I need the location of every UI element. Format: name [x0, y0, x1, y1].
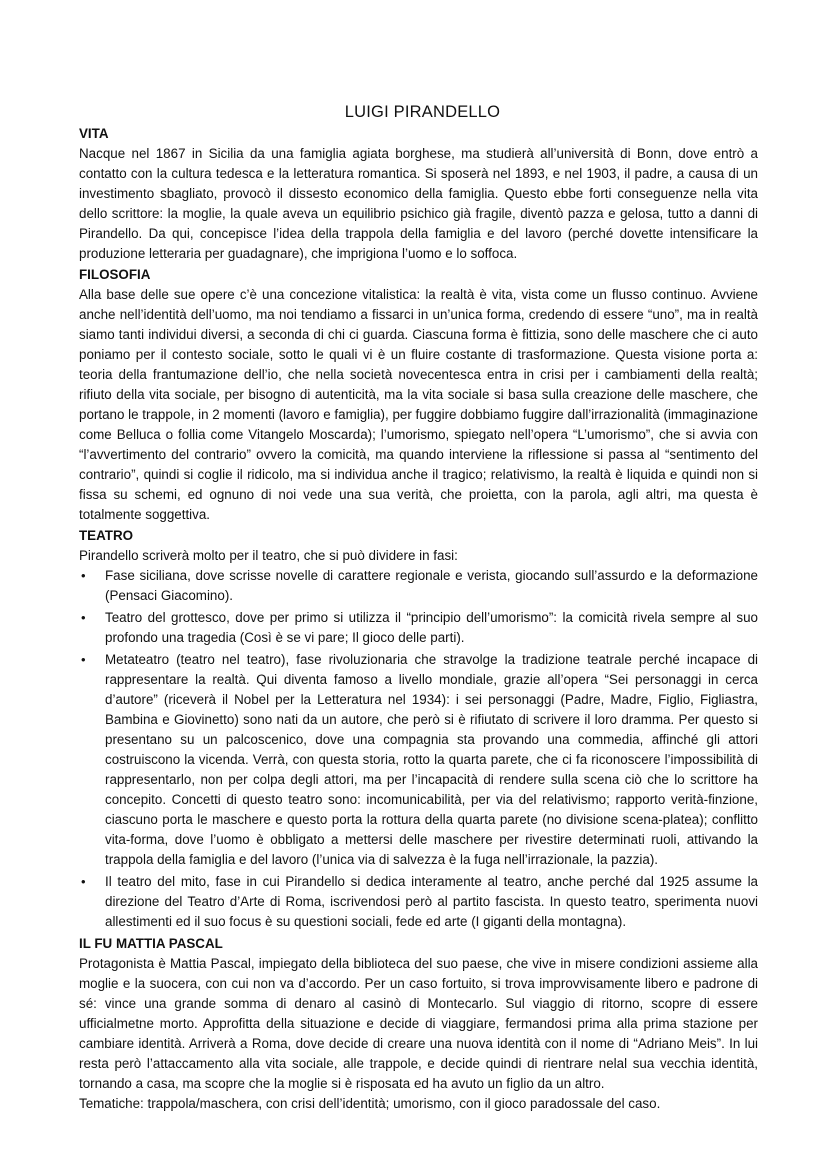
page-title: LUIGI PIRANDELLO — [344, 103, 501, 121]
bullet-icon: • — [81, 874, 86, 889]
section-text-vita: Nacque nel 1867 in Sicilia da una famiglia agiata borghese, ma studierà all’università di Bonn, dove entrò a contatto con la cultura tedesca e la letteratura romantica. Si sposerà nel 1893, e nel 1903, il padre, a causa di un investimento sbagliato, provocò il dissesto economico della famiglia. Questo ebbe forti conseguenze nella vita dello scrittore: la moglie, la quale aveva un equilibrio psichico già fragile, diventò pazza e gelosa, tutto a danni di Pirandello. Da qui, concepisce l’idea della trappola della famiglia e del lavoro (perché dovette intensificare la produzione letteraria per guadagnare), che imprigiona l’uomo e lo soffoca. — [79, 146, 758, 261]
section-heading-teatro: TEATRO — [79, 528, 134, 543]
bullet-icon: • — [81, 610, 86, 625]
section-text-filosofia: Alla base delle sue opere c’è una concezione vitalistica: la realtà è vita, vista come un flusso continuo. Avviene anche nell’identità dell’uomo, ma noi tendiamo a fissarci in un’unica forma, credendo di essere “uno”, ma in realtà siamo tanti individui diversi, a seconda di chi ci guarda. Ciascuna forma è fittizia, sono delle maschere che ci auto poniamo per il contesto sociale, sotto le quali vi è un fluire costante di trasformazione. Questa visione porta a: teoria della frantumazione dell’io, che nella società novecentesca entra in crisi per i cambiamenti della realtà; rifiuto della vita sociale, per bisogno di autenticità, ma la vita sociale si basa sulla creazione delle maschere, che portano le trappole, in 2 momenti (lavoro e famiglia), per fuggire dobbiamo fuggire dall’irrazionalità (immaginazione come Belluca o follia come Vitangelo Moscarda); l’umorismo, spiegato nell’opera “L’umorismo”, che si avvia con “l’avvertimento del contrario” ovvero la comicità, ma quando interviene la riflessione si passa al “sentimento del contrario”, quindi si coglie il ridicolo, ma si individua anche il tragico; relativismo, la realtà è liquida e quindi non si fissa su schemi, ed ognuno di noi vede una sua verità, che proietta, con la parola, agli altri, ma questa è totalmente soggettiva. — [79, 287, 758, 522]
teatro-phases-list — [79, 566, 758, 932]
list-item — [79, 650, 758, 870]
list-item-text: Il teatro del mito, fase in cui Pirandello si dedica interamente al teatro, anche perché dal 1925 assume la direzione del Teatro d’Arte di Roma, iscrivendosi però al partito fascista. In questo teatro, sperimenta nuovi allestimenti ed il suo focus è su questioni sociali, fede ed arte (I giganti della montagna). — [105, 874, 758, 929]
list-item — [79, 566, 758, 606]
bullet-icon: • — [81, 568, 86, 583]
list-item-text: Metateatro (teatro nel teatro), fase rivoluzionaria che stravolge la tradizione teatrale perché incapace di rappresentare la realtà. Qui diventa famoso a livello mondiale, grazie all’opera “Sei personaggi in cerca d’autore” (riceverà il Nobel per la Letteratura nel 1934): i sei personaggi (Padre, Madre, Figlio, Figliastra, Bambina e Giovinetto) sono nati da un autore, che però si è rifiutato di scrivere il loro dramma. Per questo si presentano su un palcoscenico, dove una compagnia sta provando una commedia, affinché gli attori costruiscono la vicenda. Verrà, con questa storia, rotto la quarta parete, che ci fa riconoscere l’impossibilità di rappresentarlo, non per colpa degli attori, ma per l’incapacità di rendere sulla scena ciò che lo scrittore ha concepito. Concetti di questo teatro sono: incomunicabilità, per via del relativismo; rapporto verità-finzione, ciascuno porta le maschere e questo porta la rottura della quarta parete (no divisione scena-platea); conflitto vita-forma, dove l’uomo è obbligato a mettersi delle maschere per rivestire determinati ruoli, attivando la trappola della famiglia e del lavoro (l’unica via di salvezza è la fuga nell’irrazionale, la pazzia). — [105, 652, 758, 867]
list-item — [79, 872, 758, 932]
section-text-mattia-pascal: Protagonista è Mattia Pascal, impiegato della biblioteca del suo paese, che vive in misere condizioni assieme alla moglie e la suocera, con cui non va d’accordo. Per un caso fortuito, si trova improvvisamente libero e padrone di sé: vince una grande somma di denaro al casinò di Montecarlo. Sul viaggio di ritorno, scopre di essere ufficialmetne morto. Approfitta della situazione e decide di viaggiare, fermandosi prima alla prima stazione per cambiare identità. Arriverà a Roma, dove decide di creare una nuova identità con il nome di “Adriano Meis”. In lui resta però l’attaccamento alla vita sociale, alle trappole, e decide quindi di rientrare nelal sua vecchia identità, tornando a casa, ma scopre che la moglie si è risposata ed ha avuto un figlio da un altro. — [79, 956, 758, 1091]
section-text-teatro-intro: Pirandello scriverà molto per il teatro, che si può dividere in fasi: — [79, 548, 458, 563]
list-item-text: Teatro del grottesco, dove per primo si utilizza il “principio dell’umorismo”: la comicità rivela sempre al suo profondo una tragedia (Così è se vi pare; Il gioco delle parti). — [105, 610, 758, 645]
list-item — [79, 608, 758, 648]
bullet-icon: • — [81, 652, 86, 667]
section-heading-filosofia: FILOSOFIA — [79, 267, 151, 282]
section-text-mattia-themes: Tematiche: trappola/maschera, con crisi dell’identità; umorismo, con il gioco paradossale del caso. — [79, 1096, 661, 1111]
section-heading-mattia-pascal: IL FU MATTIA PASCAL — [79, 936, 223, 951]
list-item-text: Fase siciliana, dove scrisse novelle di carattere regionale e verista, giocando sull’assurdo e la deformazione (Pensaci Giacomino). — [105, 568, 758, 603]
section-heading-vita: VITA — [79, 126, 109, 141]
